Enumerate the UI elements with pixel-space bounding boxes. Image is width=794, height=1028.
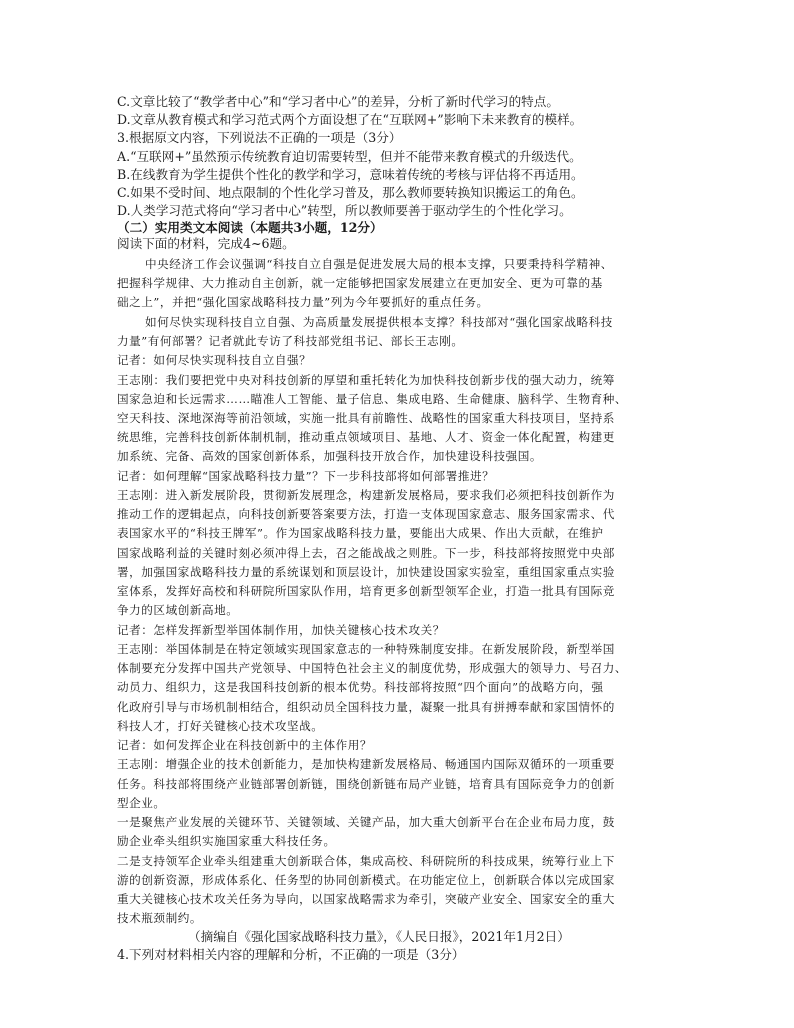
answer-line: 体制要充分发挥中国共产党领导、中国特色社会主义的制度优势，形成强大的领导力、号召力、 bbox=[117, 661, 628, 675]
source-citation: （摘编自《强化国家战略科技力量》，《人民日报》，2021年1月2日） bbox=[188, 929, 570, 944]
answer-line: 加系统、完备、高效的国家创新体系，加强科技开放合作，加快建设科技强国。 bbox=[117, 449, 543, 463]
article-line: 中央经济工作会议强调“科技自立自强是促进发展大局的根本支撑，只要秉持科学精神、 bbox=[145, 257, 613, 271]
article-line: 础之上”，并把“强化国家战略科技力量”列为今年要抓好的重点任务。 bbox=[117, 295, 489, 309]
answer-line: 游的创新资源，形成体系化、任务型的协同创新模式。在功能定位上，创新联合体以完成国家 bbox=[117, 873, 615, 887]
answer-line: 重大关键核心技术攻关任务为导向，以国家战略需求为牵引，突破产业安全、国家安全的重大 bbox=[117, 892, 615, 906]
answer-line: 化政府引导与市场机制相结合，组织动员全国科技力量，凝聚一批具有拼搏奉献和家国情怀的 bbox=[117, 700, 615, 714]
answer-line: 王志刚：举国体制是在特定领域实现国家意志的一种特殊制度安排。在新发展阶段，新型举国 bbox=[117, 642, 615, 656]
answer-line: 空天科技、深地深海等前沿领域，实施一批具有前瞻性、战略性的国家重大科技项目，坚持系 bbox=[117, 411, 615, 425]
answer-line: 推动工作的逻辑起点，向科技创新要答案要方法，打造一支体现国家意志、服务国家需求、代 bbox=[117, 507, 615, 521]
article-line: 把握科学规律、大力推动自主创新，就一定能够把国家发展建立在更加安全、更为可靠的基 bbox=[117, 276, 603, 290]
section-heading-text: （二）实用类文本阅读（本题共3小题，12分） bbox=[117, 220, 383, 235]
question-3-option-c: C.如果不受时间、地点限制的个性化学习普及，那么教师要转换知识搬运工的角色。 bbox=[117, 185, 584, 200]
answer-line: 争力的区域创新高地。 bbox=[117, 603, 239, 617]
answer-line: 国家急迫和长远需求……瞄准人工智能、量子信息、集成电路、生命健康、脑科学、生物育种、 bbox=[117, 392, 628, 406]
answer-line: 任务。科技部将围绕产业链部署创新链，围绕创新链布局产业链，培育具有国际竞争力的创新 bbox=[117, 777, 615, 791]
answer-line: 王志刚：增强企业的技术创新能力，是加快构建新发展格局、畅通国内国际双循环的一项重要 bbox=[117, 757, 615, 771]
answer-line: 一是聚焦产业发展的关键环节、关键领域、关键产品，加大重大创新平台在企业布局力度，鼓 bbox=[117, 815, 615, 829]
article-line: 力量”有何部署？记者就此专访了科技部党组书记、部长王志刚。 bbox=[117, 334, 464, 348]
question-3-option-b: B.在线教育为学生提供个性化的教学和学习，意味着传统的考核与评估将不再适用。 bbox=[117, 167, 584, 182]
answer-line: 技术瓶颈制约。 bbox=[117, 911, 203, 925]
article-line: 如何尽快实现科技自立自强、为高质量发展提供根本支撑？科技部对“强化国家战略科技 bbox=[145, 315, 613, 329]
answer-line: 国家战略利益的关键时刻必须冲得上去，召之能战战之则胜。下一步，科技部将按照党中央部 bbox=[117, 546, 615, 560]
option-c-previous: C.文章比较了“教学者中心”和“学习者中心”的差异，分析了新时代学习的特点。 bbox=[117, 94, 559, 109]
question-4: 4.下列对材料相关内容的理解和分析，不正确的一项是（3分） bbox=[117, 947, 465, 962]
answer-line: 型企业。 bbox=[117, 796, 166, 810]
answer-line: 署，加强国家战略科技力量的系统谋划和顶层设计，加快建设国家实验室，重组国家重点实验 bbox=[117, 565, 615, 579]
reading-instruction: 阅读下面的材料，完成4~6题。 bbox=[117, 236, 295, 251]
answer-line: 王志刚：进入新发展阶段，贯彻新发展理念，构建新发展格局，要求我们必须把科技创新作为 bbox=[117, 488, 615, 502]
answer-line: 动员力、组织力，这是我国科技创新的根本优势。科技部将按照“四个面向”的战略方向，强 bbox=[117, 680, 604, 694]
answer-line: 室体系，发挥好高校和科研院所国家队作用，培育更多创新型领军企业，打造一批具有国际竞 bbox=[117, 584, 615, 598]
question-3: 3.根据原文内容，下列说法不正确的一项是（3分） bbox=[117, 130, 402, 145]
answer-line: 统思维，完善科技创新体制机制，推动重点领域项目、基地、人才、资金一体化配置，构建更 bbox=[117, 430, 615, 444]
reporter-question: 记者：如何理解“国家战略科技力量”？下一步科技部将如何部署推进？ bbox=[117, 469, 495, 483]
answer-line: 励企业牵头组织实施国家重大科技任务。 bbox=[117, 834, 336, 848]
answer-line: 王志刚：我们要把党中央对科技创新的厚望和重托转化为加快科技创新步伐的强大动力，统筹 bbox=[117, 373, 615, 387]
reporter-question: 记者：如何发挥企业在科技创新中的主体作用？ bbox=[117, 738, 373, 752]
question-3-option-d: D.人类学习范式将向“学习者中心”转型，所以教师要善于驱动学生的个性化学习。 bbox=[117, 203, 572, 218]
reporter-question: 记者：如何尽快实现科技自立自强？ bbox=[117, 353, 312, 367]
answer-line: 科技人才，打好关键核心技术攻坚战。 bbox=[117, 719, 324, 733]
question-3-option-a: A.“互联网+”虽然预示传统教育迫切需要转型，但并不能带来教育模式的升级迭代。 bbox=[117, 149, 582, 164]
reporter-question: 记者：怎样发挥新型举国体制作用，加快关键核心技术攻关？ bbox=[117, 623, 445, 637]
option-d-previous: D.文章从教育模式和学习范式两个方面设想了在“互联网+”影响下未来教育的模样。 bbox=[117, 112, 583, 127]
answer-line: 表国家水平的“科技王牌军”。作为国家战略科技力量，要能出大成果、作出大贡献，在维护 bbox=[117, 526, 604, 540]
answer-line: 二是支持领军企业牵头组建重大创新联合体，集成高校、科研院所的科技成果，统筹行业上下 bbox=[117, 854, 615, 868]
